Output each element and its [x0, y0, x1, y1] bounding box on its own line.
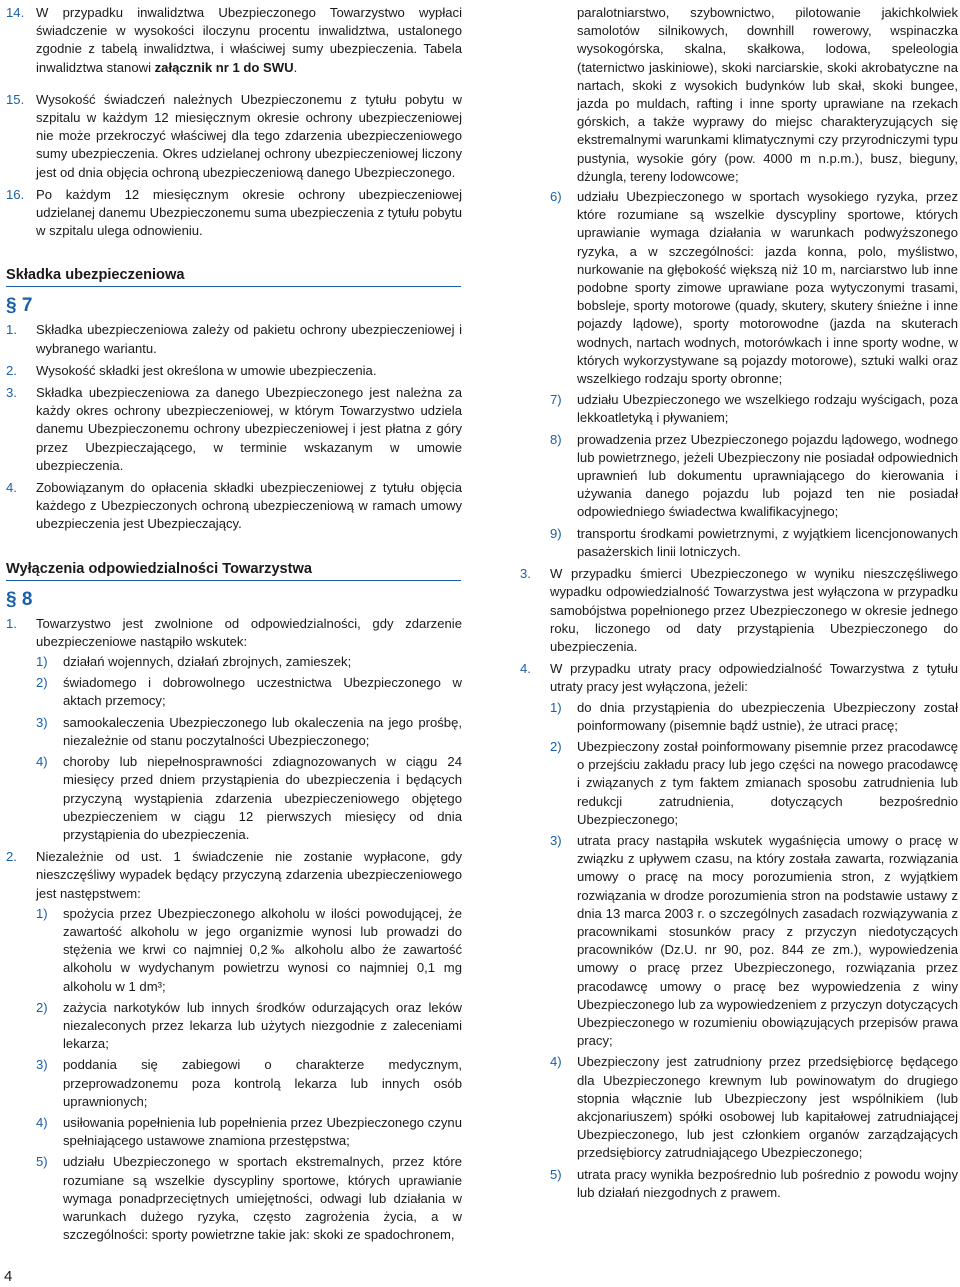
item-number: 14.	[6, 5, 25, 20]
s7-item-4	[6, 479, 462, 534]
list-item	[36, 999, 462, 1054]
item-number: 1.	[6, 322, 17, 338]
right-column	[520, 4, 958, 1205]
list-item	[36, 653, 462, 671]
s8-item-1	[6, 615, 462, 844]
sub-text: świadomego i dobrowolnego uczestnictwa Ubezpieczonego w aktach przemocy;	[63, 675, 462, 709]
list-item	[550, 431, 958, 522]
list-item	[550, 391, 958, 427]
sub-text: prowadzenia przez Ubezpieczonego pojazdu lądowego, wodnego lub powietrznego, jeżeli Ubezpieczony nie posiadał odpowiednich uprawnień lub dokumentu uprawniającego do kierowania i używania danego pojazdu lub pojazd ten nie posiadał odpowiedniego świadectwa kwalifikacyjnego;	[577, 431, 958, 520]
paragraph-text: W przypadku śmierci Ubezpieczonego w wyniku nieszczęśliwego wypadku odpowiedzialność Towarzystwa jest wyłączona w przypadku samobójstwa popełnionego przez Ubezpieczonego w okresie jednego roku, liczonego od daty przystąpienia Ubezpieczonego do ubezpieczenia.	[550, 566, 958, 654]
section-heading-premium: Składka ubezpieczeniowa	[6, 266, 461, 287]
sub-number: 2)	[36, 999, 48, 1015]
sub-number: 5)	[36, 1154, 48, 1170]
section-mark-8: § 8	[6, 588, 33, 610]
sub-number: 8)	[550, 431, 562, 447]
sub-list	[36, 653, 462, 844]
sub-text: Ubezpieczony jest zatrudniony przez przedsiębiorcę będącego dla Ubezpieczonego krewnym lub powinowatym do drugiego stopnia włącznie lub Ubezpieczony jest wspólnikiem (lub akcjonariuszem) spółki osobowej lub kapitałowej zatrudniającej Ubezpieczonego, lub jest członkiem organów zarządzających przedsiębiorcy zatrudniającego Ubezpieczonego;	[577, 1054, 958, 1161]
sub-list	[36, 905, 462, 1245]
sub-text: udziału Ubezpieczonego w sportach wysokiego ryzyka, przez które rozumiane są wszelkie dyscypliny sportowe, których uprawianie wymaga działania w warunkach podwyższonego ryzyka, a w szczególności: jazda konna, polo, myślistwo, nurkowanie na głębokość większą niż 10 m, narciarstwo lub inne podobne sporty zimowe uprawiane poza wytyczonymi trasami, bobsleje, sporty motorowe (quady, skutery, skutery śnieżne i inne pojazdy lądowe), sporty motorowodne (jazda na skuterach wodnych, nartach wodnych, motorówkach i inne sporty wodne, w których wykorzystywane są pojazdy motorowe), sztuki walki oraz wszelkiego rodzaju sporty obronne;	[577, 189, 958, 387]
page-number: 4	[4, 1268, 13, 1285]
sub-number: 3)	[36, 1057, 48, 1073]
sub-number: 5)	[550, 1166, 562, 1182]
sub-text: paralotniarstwo, szybownictwo, pilotowanie jakichkolwiek samolotów silnikowych, downhill rowerowy, wspinaczka wysokogórska, skalna, skałkowa, lodowa, speleologia (taternictwo jaskiniowe), skoki narciarskie, skoki akrobatyczne na nartach, skoki z wysokich budynków lub skał, skoki bungee, jazda po muldach, rafting i inne sporty uprawiane na rzekach górskich, a także wyprawy do miejsc charakteryzujących się ekstremalnymi warunkami klimatycznymi czy przyrodniczymi typu pustynia, wysokie góry (pow. 4000 m n.p.m.), busz, bieguny, dżungla, tereny lodowcowe;	[577, 5, 958, 184]
sub-list	[550, 188, 958, 561]
s8-item-2	[6, 848, 462, 1244]
item-number: 4.	[6, 480, 17, 496]
list-item	[36, 1153, 462, 1244]
paragraph-text: Zobowiązanym do opłacenia składki ubezpieczeniowej z tytułu objęcia każdego z Ubezpieczonych ochroną ubezpieczeniową w ramach umowy ubezpieczenia jest Ubezpieczający.	[36, 480, 462, 532]
left-column	[6, 4, 462, 1247]
s7-item-2	[6, 362, 462, 380]
sub-number: 1)	[36, 654, 48, 670]
sub-text: Ubezpieczony został poinformowany pisemnie przez pracodawcę o przejściu zakładu pracy lub jego części na nowego pracodawcę i związanych z tym faktem zmianach sposobu zatrudnienia lub redukcji zatrudnienia, dotyczących bezpośrednio Ubezpieczonego;	[577, 738, 958, 827]
sub-number: 7)	[550, 392, 562, 408]
sub-number: 4)	[36, 1114, 48, 1130]
paragraph-text: Po każdym 12 miesięcznym okresie ochrony ubezpieczeniowej udzielanej danemu Ubezpieczonemu suma ubezpieczenia z tytułu pobytu w szpitalu ulega odnowieniu.	[36, 186, 462, 239]
paragraph-text: W przypadku utraty pracy odpowiedzialność Towarzystwa z tytułu utraty pracy jest wyłączona, jeżeli:	[550, 661, 958, 695]
item-number: 2.	[6, 362, 17, 378]
list-item	[550, 1053, 958, 1162]
paragraph-text: Towarzystwo jest zwolnione od odpowiedzialności, gdy zdarzenie ubezpieczeniowe nastąpiło wskutek:	[36, 615, 462, 649]
paragraph-text: Wysokość składki jest określona w umowie ubezpieczenia.	[36, 362, 377, 378]
list-item	[36, 1056, 462, 1111]
item-number: 15.	[6, 91, 25, 107]
sub-text: transportu środkami powietrznymi, z wyjątkiem licencjonowanych pasażerskich linii lotniczych.	[577, 525, 958, 559]
sub-number: 6)	[550, 189, 562, 205]
list-item	[550, 525, 958, 561]
sub-text: udziału Ubezpieczonego we wszelkiego rodzaju wyścigach, poza lekkoatletyką i pływaniem;	[577, 392, 958, 426]
s8-item-3	[520, 565, 958, 656]
sub-text: zażycia narkotyków lub innych środków odurzających oraz leków niezaleconych przez lekarza lub użytych niezgodnie z zaleceniami lekarza;	[63, 999, 462, 1052]
paragraph-15	[6, 91, 462, 182]
sub-list	[550, 699, 958, 1202]
s8-item-4	[520, 660, 958, 1202]
sub-text: do dnia przystąpienia do ubezpieczenia Ubezpieczony został poinformowany (pisemnie bądź ustnie), że utraci pracę;	[577, 699, 958, 733]
appendix-reference: załącznik nr 1 do SWU	[154, 59, 294, 75]
list-item	[550, 832, 958, 1050]
sub-text: działań wojennych, działań zbrojnych, zamieszek;	[63, 654, 352, 670]
list-item	[550, 699, 958, 735]
paragraph-text: Niezależnie od ust. 1 świadczenie nie zostanie wypłacone, gdy nieszczęśliwy wypadek będący przyczyną zdarzenia ubezpieczeniowego jest następstwem:	[36, 849, 462, 901]
paragraph-text: Składka ubezpieczeniowa zależy od pakietu ochrony ubezpieczeniowej i wybranego wariantu.	[36, 322, 462, 356]
item-number: 4.	[520, 661, 531, 677]
sub-text: samookaleczenia Ubezpieczonego lub okaleczenia na jego prośbę, niezależnie od stanu poczytalności Ubezpieczonego;	[63, 714, 462, 748]
item-number: 3.	[520, 566, 531, 582]
sub-text: choroby lub niepełnosprawności zdiagnozowanych w ciągu 24 miesięcy przed dniem przystąpienia do ubezpieczenia i będących przyczyną wystąpienia zdarzenia ubezpieczeniowego objętego ubezpieczeniem w ciągu 12 pierwszych miesięcy od dnia przystąpienia do ubezpieczenia.	[63, 754, 462, 842]
sub-number: 4)	[36, 754, 48, 770]
sub-text: utrata pracy nastąpiła wskutek wygaśnięcia umowy o pracę w związku z upływem czasu, na który została zawarta, rozwiązania umowy o pracę na mocy porozumienia stron, z wyjątkiem rozwiązania w drodze porozumienia stron na podstawie ustawy z dnia 13 marca 2003 r. o szczególnych zasadach rozwiązywania z pracownikami stosunków pracy z przyczyn niedotyczących pracowników (Dz.U. nr 90, poz. 844 ze zm.), wypowiedzenia umowy o pracę przez Ubezpieczonego, rozwiązania przez pracodawcę umowy o pracę bez wypowiedzenia z winy Ubezpieczonego lub za wypowiedzeniem z przyczyn dotyczących Ubezpieczonego w rozumieniu obowiązujących przepisów prawa pracy;	[577, 832, 958, 1049]
list-item	[36, 1114, 462, 1150]
paragraph-text: W przypadku inwalidztwa Ubezpieczonego Towarzystwo wypłaci świadczenie w wysokości iloczynu procentu inwalidztwa, ustalonego zgodnie z tabelą inwalidztwa, i właściwej sumy ubezpieczenia. Tabela inwalidztwa stanowi	[36, 5, 462, 75]
sub-number: 1)	[550, 699, 562, 715]
sub-number: 3)	[550, 832, 562, 848]
list-item	[550, 738, 958, 829]
sub-number: 3)	[36, 714, 48, 730]
sub-text: poddania się zabiegowi o charakterze medycznym, przeprowadzonemu poza kontrolą lekarza lub innych osób uprawnionych;	[63, 1057, 462, 1109]
paragraph-end: .	[293, 59, 298, 75]
continuation-block	[520, 4, 958, 561]
section-mark-7: § 7	[6, 295, 33, 317]
item-number: 1.	[6, 615, 17, 631]
item-number: 16.	[6, 186, 25, 202]
item-number: 3.	[6, 385, 17, 401]
sub-text: usiłowania popełnienia lub popełnienia przez Ubezpieczonego czynu spełniającego ustawowe znamiona przestępstwa;	[63, 1114, 462, 1149]
list-item-continuation	[550, 4, 958, 186]
list-item	[36, 753, 462, 844]
list-item	[36, 714, 462, 750]
paragraph-16	[6, 186, 462, 241]
sub-text: spożycia przez Ubezpieczonego alkoholu w ilości powodującej, że zawartość alkoholu w jego organizmie wynosi lub prowadzi do stężenia we krwi co najmniej 0,2‰ alkoholu albo że zawartość alkoholu w wydychanym powietrzu wynosi co najmniej 0,1 mg alkoholu w 1 dm³;	[63, 905, 462, 994]
sub-number: 2)	[550, 738, 562, 754]
sub-number: 9)	[550, 525, 562, 541]
sub-text: udziału Ubezpieczonego w sportach ekstremalnych, przez które rozumiane są wszelkie dyscypliny sportowe, których uprawianie wymaga ponadprzeciętnych umiejętności, odwagi lub działania w warunkach dużego ryzyka, często zagrożenia życia, a w szczególności: sporty powietrzne takie jak: skoki ze spadochronem,	[63, 1154, 462, 1243]
sub-text: utrata pracy wynikła bezpośrednio lub pośrednio z powodu wojny lub działań niezgodnych z prawem.	[577, 1166, 958, 1200]
s7-item-3	[6, 384, 462, 475]
paragraph-text: Składka ubezpieczeniowa za danego Ubezpieczonego jest należna za każdy okres ochrony ubezpieczeniowej, w którym Towarzystwo udziela danemu Ubezpieczonemu ochrony ubezpieczeniowej i jest płatna z góry przez Ubezpieczającego, w terminie wskazanym w umowie ubezpieczenia.	[36, 385, 462, 473]
list-item	[36, 905, 462, 996]
list-item	[550, 188, 958, 388]
list-item	[550, 1166, 958, 1202]
s7-item-1	[6, 321, 462, 357]
item-number: 2.	[6, 849, 17, 865]
paragraph-text: Wysokość świadczeń należnych Ubezpieczonemu z tytułu pobytu w szpitalu w każdym 12 miesięcznym okresie ochrony ubezpieczeniowej nie może przekroczyć właściwej dla tego zdarzenia ubezpieczeniowego sumy ubezpieczenia. Okres udzielanej ochrony ubezpieczeniowej liczony jest od dnia objęcia ochroną ubezpieczeniową danego Ubezpieczonego.	[36, 91, 462, 180]
list-item	[36, 674, 462, 710]
sub-number: 4)	[550, 1054, 562, 1070]
paragraph-14	[6, 4, 462, 77]
sub-number: 1)	[36, 905, 48, 921]
section-heading-exclusions: Wyłączenia odpowiedzialności Towarzystwa	[6, 560, 461, 581]
sub-number: 2)	[36, 675, 48, 691]
